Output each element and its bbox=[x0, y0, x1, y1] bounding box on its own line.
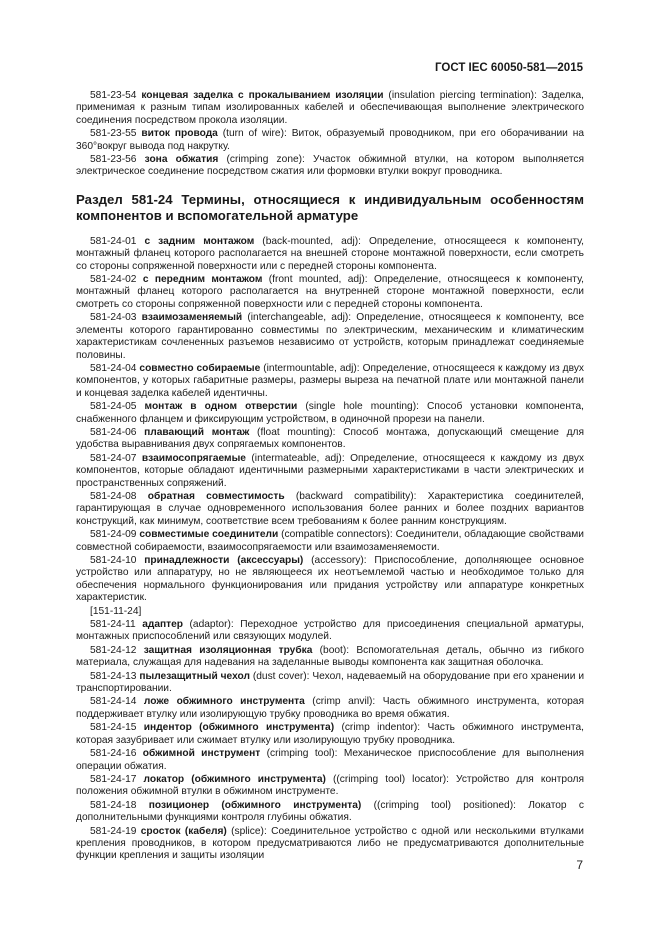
term-number: 581-24-04 bbox=[90, 362, 140, 374]
term-number: 581-24-06 bbox=[90, 426, 145, 438]
term-definition: (splice): Соединительное устройство с одной или несколькими втулками крепления проводников, в котором предусматриваются либо не предусматриваются дополнительные функции крепления и защиты изоляции bbox=[76, 825, 584, 862]
term-name: ложе обжимного инструмента bbox=[143, 696, 305, 708]
term-name: концевая заделка с прокалыванием изоляции bbox=[141, 90, 384, 101]
term-entry bbox=[76, 529, 584, 554]
term-number: 581-23-56 bbox=[90, 154, 145, 166]
term-definition: (interchangeable, adj): Определение, относящееся к компоненту, все элементы которого гарантированно совместимы по электрическим, механическим и климатическим характеристикам сочлененных разъемов независимо от устройств, которым принадлежат соединяемые половины. bbox=[76, 312, 585, 361]
term-entry bbox=[76, 774, 584, 799]
term-entry bbox=[76, 696, 584, 721]
term-definition: (crimp indentor): Часть обжимного инструмента, которая зазубривает или сжимает втулку или изолирующую трубку проводника. bbox=[76, 722, 584, 746]
term-name: пылезащитный чехол bbox=[139, 670, 250, 682]
term-definition: (boot): Вспомогательная деталь, обычно из гибкого материала, служащая для надевания на заделанные выводы компонента как защитная оболочка. bbox=[76, 644, 584, 669]
term-definition: (crimping tool): Механическое приспособление для выполнения операции обжатия. bbox=[76, 748, 584, 772]
entries-section-581-24 bbox=[76, 236, 584, 863]
term-number: 581-24-15 bbox=[90, 722, 144, 734]
term-entry bbox=[76, 363, 584, 400]
term-definition: (adaptor): Переходное устройство для присоединения специальной арматуры, монтажных приспособлений или связующих модулей. bbox=[76, 619, 584, 643]
term-definition: (back-mounted, adj): Определение, относящееся к компоненту, монтажный фланец которого располагается на внешней стороне монтажной поверхности, если смотреть со стороны сопряженной поверхности или с передней стороны компонента. bbox=[76, 235, 584, 272]
term-number: 581-23-55 bbox=[90, 128, 142, 140]
term-number: 581-24-10 bbox=[90, 555, 145, 566]
term-name: зона обжатия bbox=[144, 154, 219, 166]
term-entry bbox=[76, 491, 584, 528]
term-number: 581-24-02 bbox=[90, 274, 143, 286]
term-entry bbox=[76, 606, 584, 618]
term-entry bbox=[76, 800, 584, 825]
term-number: 581-24-14 bbox=[90, 696, 144, 708]
term-number: 581-24-09 bbox=[90, 529, 140, 541]
term-definition: (float mounting): Способ монтажа, допускающий смещение для удобства выравнивания двух сопрягаемых компонентов. bbox=[76, 426, 584, 451]
term-definition: (front mounted, adj): Определение, относящееся к компоненту, монтажный фланец которого располагается на внутренней стороне монтажной поверхности, если смотреть со стороны сопряженной поверхности или с передней стороны компонента. bbox=[76, 274, 584, 310]
term-name: обратная совместимость bbox=[147, 490, 285, 502]
term-definition: (accessory): Приспособление, дополняющее основное устройство или аппаратуру, но не являющееся их неотъемлемой частью и необходимое только для обеспечения нормального функционирования или придания устройству или аппаратуре конкретных характеристик. bbox=[76, 555, 584, 604]
term-name: с передним монтажом bbox=[142, 274, 263, 286]
term-number: 581-24-08 bbox=[90, 490, 148, 502]
term-name: совместимые соединители bbox=[139, 529, 279, 541]
term-entry bbox=[76, 555, 584, 605]
page-number: 7 bbox=[576, 858, 583, 872]
term-name: защитная изоляционная трубка bbox=[143, 644, 313, 656]
term-entry bbox=[76, 619, 584, 644]
section-title: Раздел 581-24 Термины, относящиеся к индивидуальным особенностям компонентов и вспомогательной арматуре bbox=[76, 191, 584, 223]
term-entry bbox=[76, 645, 584, 670]
term-definition: (crimping zone): Участок обжимной втулки, на котором выполняется электрическое соединение посредством сжатия или формовки втулки вокруг проводника. bbox=[76, 154, 584, 178]
term-number: 581-24-01 bbox=[90, 235, 145, 247]
term-number: 581-24-19 bbox=[90, 825, 141, 837]
term-entry bbox=[76, 671, 584, 696]
term-number: 581-24-12 bbox=[90, 644, 144, 656]
term-number: 581-24-18 bbox=[90, 799, 149, 811]
term-name: индентор (обжимного инструмента) bbox=[143, 722, 335, 734]
term-name: совместно собираемые bbox=[139, 362, 261, 374]
term-definition: ((crimping tool) positioned): Локатор с дополнительными функциями контроля глубины обжатия. bbox=[76, 799, 584, 824]
term-number: 581-24-13 bbox=[90, 670, 140, 682]
term-number: 581-24-03 bbox=[90, 312, 142, 324]
term-entry bbox=[76, 401, 584, 426]
term-name: адаптер bbox=[142, 619, 184, 631]
term-name: плавающий монтаж bbox=[144, 426, 250, 438]
term-definition: (dust cover): Чехол, надеваемый на оборудование при его хранении и транспортировании. bbox=[76, 670, 585, 695]
term-name: взаимосопрягаемые bbox=[141, 452, 246, 464]
term-entry bbox=[76, 748, 584, 773]
term-number: 581-24-11 bbox=[90, 619, 143, 631]
term-name: принадлежности (аксессуары) bbox=[144, 555, 304, 566]
term-definition: (insulation piercing termination): Заделка, применимая к разным типам изолированных кабелей и обеспечивающая выполнение электрического соединения посредством прокола изоляции. bbox=[76, 90, 584, 126]
term-entry bbox=[76, 236, 584, 273]
term-name: монтаж в одном отверстии bbox=[144, 401, 298, 413]
term-entry bbox=[76, 90, 584, 127]
term-number: 581-24-07 bbox=[90, 452, 142, 464]
term-number: 581-24-17 bbox=[90, 773, 144, 785]
term-entry bbox=[76, 128, 584, 153]
term-definition: (compatible connectors): Соединители, обладающие свойствами совместной собираемости, взаимосопрягаемости или взаимозаменяемости. bbox=[76, 529, 584, 553]
term-entry bbox=[76, 826, 584, 863]
term-entry bbox=[76, 427, 584, 452]
term-entry bbox=[76, 154, 584, 179]
term-number: 581-23-54 bbox=[90, 90, 142, 101]
term-definition: (turn of wire): Виток, образуемый проводником, при его оборачивании на 360°вокруг вывода под накрутку. bbox=[76, 128, 585, 152]
term-name: с задним монтажом bbox=[144, 235, 255, 247]
term-name: виток провода bbox=[141, 128, 218, 140]
term-definition: (intermountable, adj): Определение, относящееся к каждому из двух компонентов, у которых габаритные размеры, размеры выреза на печатной плате или монтажной панели и концевая заделка кабелей идентичны. bbox=[76, 362, 585, 399]
term-entry bbox=[76, 453, 584, 490]
term-definition: (backward compatibility): Характеристика соединителей, гарантирующая в случае одновременного использования более ранних и более поздних вариантов конструкций, как минимум, соответствие всем требованиям к более ранним конструкциям. bbox=[76, 490, 584, 527]
entries-before-section bbox=[76, 90, 584, 179]
term-name: обжимной инструмент bbox=[142, 748, 261, 760]
term-definition: (intermateable, adj): Определение, относящееся к каждому из двух компонентов, которые обладают идентичными размерными характеристиками в части электрических и пространственных сопряжений. bbox=[76, 452, 585, 489]
term-definition: ((crimping tool) locator): Устройство для контроля положения обжимной втулки в обжимном инструменте. bbox=[76, 773, 584, 798]
term-number: 581-24-16 bbox=[90, 748, 143, 760]
term-number: 581-24-05 bbox=[90, 401, 145, 413]
term-name: сросток (кабеля) bbox=[140, 825, 227, 837]
document-body bbox=[76, 90, 584, 864]
term-entry bbox=[76, 274, 584, 311]
term-entry bbox=[76, 312, 584, 362]
term-name: позиционер (обжимного инструмента) bbox=[148, 799, 362, 811]
document-header: ГОСТ IEC 60050-581—2015 bbox=[435, 62, 583, 74]
term-name: взаимозаменяемый bbox=[141, 312, 243, 324]
term-name: локатор (обжимного инструмента) bbox=[143, 773, 326, 785]
term-definition: (crimp anvil): Часть обжимного инструмента, которая поддерживает втулку или изолирующую трубку проводника во время обжатия. bbox=[76, 696, 584, 720]
term-entry bbox=[76, 722, 584, 747]
term-definition: [151-11-24] bbox=[90, 605, 142, 617]
term-definition: (single hole mounting): Способ установки компонента, снабженного фланцем и фиксирующим устройством, в одиночной прорези на панели. bbox=[76, 401, 584, 425]
